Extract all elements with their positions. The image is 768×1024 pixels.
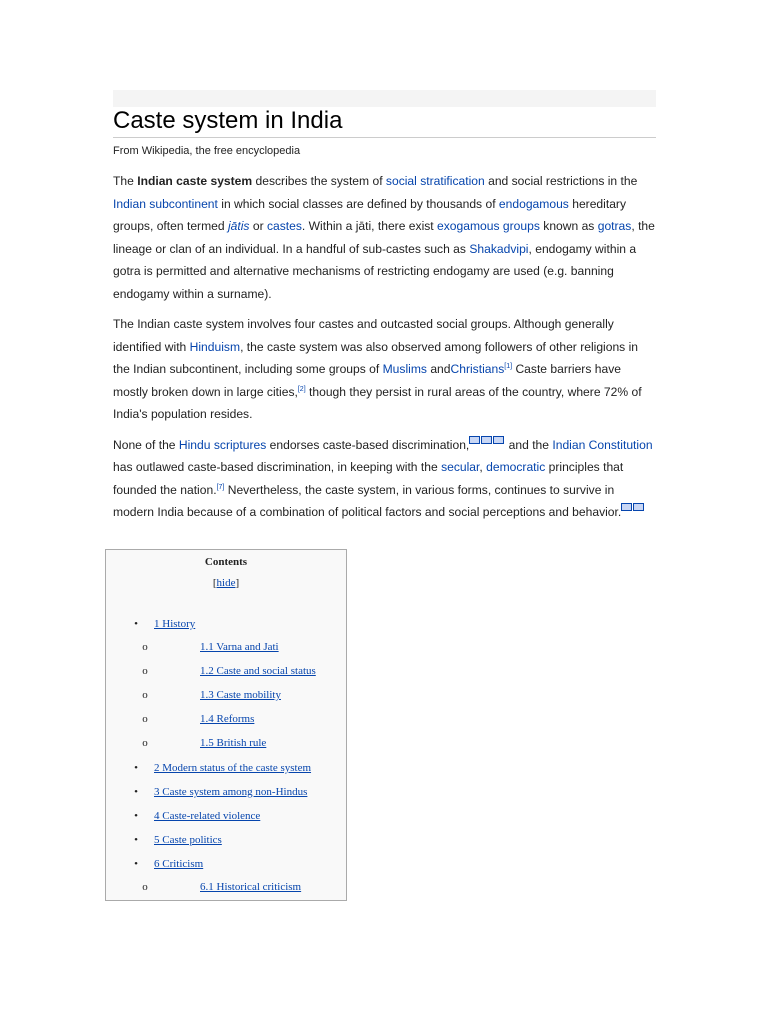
sub-bullet-icon: o xyxy=(142,713,148,725)
reference-1[interactable]: [1] xyxy=(504,362,513,370)
text: hereditary groups, often termed xyxy=(113,196,626,233)
link-indian-constitution[interactable]: Indian Constitution xyxy=(552,437,653,452)
toc-title: Contents xyxy=(204,556,248,568)
toc-link-british-rule[interactable]: 1.5 British rule xyxy=(200,737,267,749)
text: Caste barriers have mostly broken down in large cities, xyxy=(113,362,621,399)
link-christians[interactable]: Christians xyxy=(450,362,505,376)
bullet-icon: • xyxy=(134,618,138,630)
text: The Indian caste system involves four castes and outcasted social groups. Although generally identified with xyxy=(113,317,614,354)
link-democratic[interactable]: democratic xyxy=(486,460,546,474)
text: endorses caste-based discrimination, xyxy=(266,437,470,452)
bullet-icon: • xyxy=(134,858,138,870)
link-muslims[interactable]: Muslims xyxy=(382,362,427,376)
bold-term: Indian caste system xyxy=(137,174,253,188)
text: None of the xyxy=(113,437,179,452)
table-of-contents xyxy=(105,549,347,901)
toc-link-varna-jati[interactable]: 1.1 Varna and Jati xyxy=(200,641,279,653)
toc-link-caste-mobility[interactable]: 1.3 Caste mobility xyxy=(200,689,281,701)
bullet-icon: • xyxy=(134,810,138,822)
text: in which social classes are defined by thousands of xyxy=(217,196,499,211)
toc-hide-toggle xyxy=(106,577,346,589)
text: has outlawed caste-based discrimination, in keeping with the xyxy=(113,460,442,474)
text: and social restrictions in the xyxy=(484,174,638,188)
link-hinduism[interactable]: Hinduism xyxy=(189,339,241,354)
toc-link-history[interactable]: 1 History xyxy=(154,618,196,630)
link-shakadvipi[interactable]: Shakadvipi xyxy=(469,241,529,256)
page-subtitle: From Wikipedia, the free encyclopedia xyxy=(113,145,301,157)
reference-7[interactable]: [7] xyxy=(216,483,225,491)
bullet-icon: • xyxy=(134,762,138,774)
link-social-stratification[interactable]: social stratification xyxy=(385,174,485,188)
toc-link-caste-politics[interactable]: 5 Caste politics xyxy=(154,834,222,846)
sub-bullet-icon: o xyxy=(142,689,148,701)
sub-bullet-icon: o xyxy=(142,641,148,653)
link-gotras[interactable]: gotras xyxy=(597,219,632,233)
toc-link-caste-social-status[interactable]: 1.2 Caste and social status xyxy=(200,665,316,677)
article-body xyxy=(113,170,658,532)
toc-hide-link[interactable]: hide xyxy=(216,577,236,589)
paragraph-1 xyxy=(113,170,658,305)
sub-bullet-icon: o xyxy=(142,665,148,677)
reference-group-icon[interactable] xyxy=(621,505,645,519)
text: known as xyxy=(539,219,598,233)
sub-bullet-icon: o xyxy=(142,881,148,893)
text: or xyxy=(249,219,267,233)
toc-link-reforms[interactable]: 1.4 Reforms xyxy=(200,713,255,725)
top-banner xyxy=(113,90,656,107)
text: , the caste system was also observed among followers of other religions in the Indian subcontinent, including some groups of xyxy=(113,339,639,376)
toc-link-modern-status[interactable]: 2 Modern status of the caste system xyxy=(154,762,312,774)
text: , the lineage or clan of an individual. In a handful of sub-castes such as xyxy=(113,219,655,256)
link-castes[interactable]: castes xyxy=(266,219,302,233)
text: and xyxy=(426,362,451,376)
toc-link-caste-violence[interactable]: 4 Caste-related violence xyxy=(154,810,261,822)
link-endogamous[interactable]: endogamous xyxy=(498,196,569,211)
link-secular[interactable]: secular xyxy=(441,460,480,474)
text: , xyxy=(479,460,487,474)
toc-link-historical-criticism[interactable]: 6.1 Historical criticism xyxy=(200,881,302,893)
toc-link-criticism[interactable]: 6 Criticism xyxy=(154,858,204,870)
paragraph-2 xyxy=(113,313,658,426)
reference-2[interactable]: [2] xyxy=(297,385,306,393)
bracket: ] xyxy=(235,577,240,589)
text: and the xyxy=(505,437,553,452)
text: , endogamy within a gotra is permitted and alternative mechanisms of restricting endogamy are used (e.g. banning endogamy within a surname). xyxy=(113,241,637,301)
text: The xyxy=(113,174,138,188)
link-jatis[interactable]: jātis xyxy=(227,219,250,233)
sub-bullet-icon: o xyxy=(142,737,148,749)
link-hindu-scriptures[interactable]: Hindu scriptures xyxy=(178,437,267,452)
bullet-icon: • xyxy=(134,786,138,798)
toc-link-non-hindus[interactable]: 3 Caste system among non-Hindus xyxy=(154,786,308,798)
link-exogamous-groups[interactable]: exogamous groups xyxy=(437,219,540,233)
text: principles that founded the nation. xyxy=(113,460,624,497)
link-indian-subcontinent[interactable]: Indian subcontinent xyxy=(113,196,218,211)
bullet-icon: • xyxy=(134,834,138,846)
text: describes the system of xyxy=(252,174,386,188)
paragraph-3 xyxy=(113,434,658,524)
text: Nevertheless, the caste system, in various forms, continues to survive in modern India because of a combination of political factors and social perceptions and behavior. xyxy=(113,482,622,519)
reference-group-icon[interactable] xyxy=(469,438,505,452)
text: . Within a jāti, there exist xyxy=(301,219,438,233)
bracket: [ xyxy=(212,577,217,589)
page-title: Caste system in India xyxy=(113,106,656,138)
text: though they persist in rural areas of the country, where 72% of India's population resides. xyxy=(113,384,642,421)
